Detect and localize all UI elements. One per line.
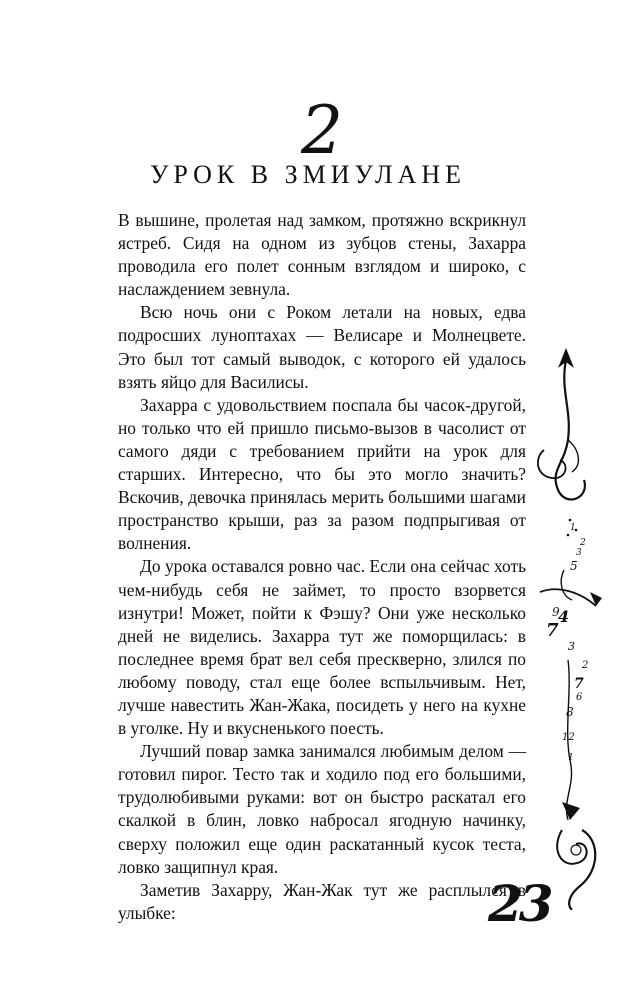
ornament-digit: 6 bbox=[576, 692, 583, 703]
page-number: 23 bbox=[488, 874, 550, 933]
paragraph: Всю ночь они с Роком летали на новых, едва подросших лунoптахах — Велисаре и Молнецвете. Это был тот самый выводок, с которого ей удалось взять яйцо для Василисы. bbox=[118, 302, 526, 392]
paragraph: Лучший повар замка занимался любимым делом — готовил пирог. Тесто так и ходило под его большими, трудолюбивыми руками: вот он быстро раскатал его скалкой в блин, ловко набросал ягодную начинку, сверху положил еще один раскатанный кусок теста, ловко защипнул края. bbox=[118, 741, 526, 877]
ornament-digit: 5 bbox=[570, 559, 578, 573]
paragraph: До урока оставался ровно час. Если она сейчас хоть чем-нибудь себя не займет, то просто взорвется изнутри! Может, пойти к Фэшу? Они уже несколько дней не виделись. Захарра тут же поморщилась: в последнее время брат вел себя прескверно, злился по любому поводу, стал еще более вспыльчивым. Нет, лучше навестить Жан-Жака, посидеть у него на кухне в уголке. Ну и вкусненького поесть. bbox=[118, 556, 526, 739]
ornament-digit: 7 bbox=[574, 676, 584, 692]
ornament-digit: 3 bbox=[568, 640, 575, 653]
ornament-digit: 1 bbox=[570, 523, 576, 533]
ornament-digit: 12 bbox=[562, 732, 575, 743]
ornament-digit: 7 bbox=[546, 620, 559, 641]
ornament-digit: 9 bbox=[552, 605, 560, 619]
chapter-title: УРОК В ЗМИУЛАНЕ bbox=[149, 160, 467, 189]
body-text bbox=[118, 209, 526, 925]
paragraph: В вышине, пролетая над замком, протяжно вскрикнул ястреб. Сидя на одном из зубцов стены, Захарра проводила его полет сонным взглядом и широко, с наслаждением зевнула. bbox=[118, 210, 526, 300]
ornament-digit: 4 bbox=[558, 607, 570, 626]
paragraph: Захарра с удовольствием поспала бы часок-другой, но только что ей пришло письмо-вызов в часолист от самого дяди с требованием прийти на урок для старших. Интересно, что бы это могло значить? Вскочив, девочка принялась мерить большими шагами пространство крыши, раз за разом подпрыгивая от волнения. bbox=[118, 394, 526, 554]
paragraph: Заметив Захарру, Жан-Жак тут же расплылся в улыбке: bbox=[118, 879, 526, 923]
ornament-digit: 3 bbox=[576, 548, 582, 558]
chapter-number: 2 bbox=[301, 92, 343, 169]
ornament-digit: 2 bbox=[580, 538, 586, 548]
ornament-digit: 8 bbox=[566, 705, 574, 719]
clock-hand-ornament bbox=[510, 330, 630, 910]
ornament-digit: 2 bbox=[582, 660, 589, 671]
ornament-digit: 1 bbox=[568, 753, 574, 763]
